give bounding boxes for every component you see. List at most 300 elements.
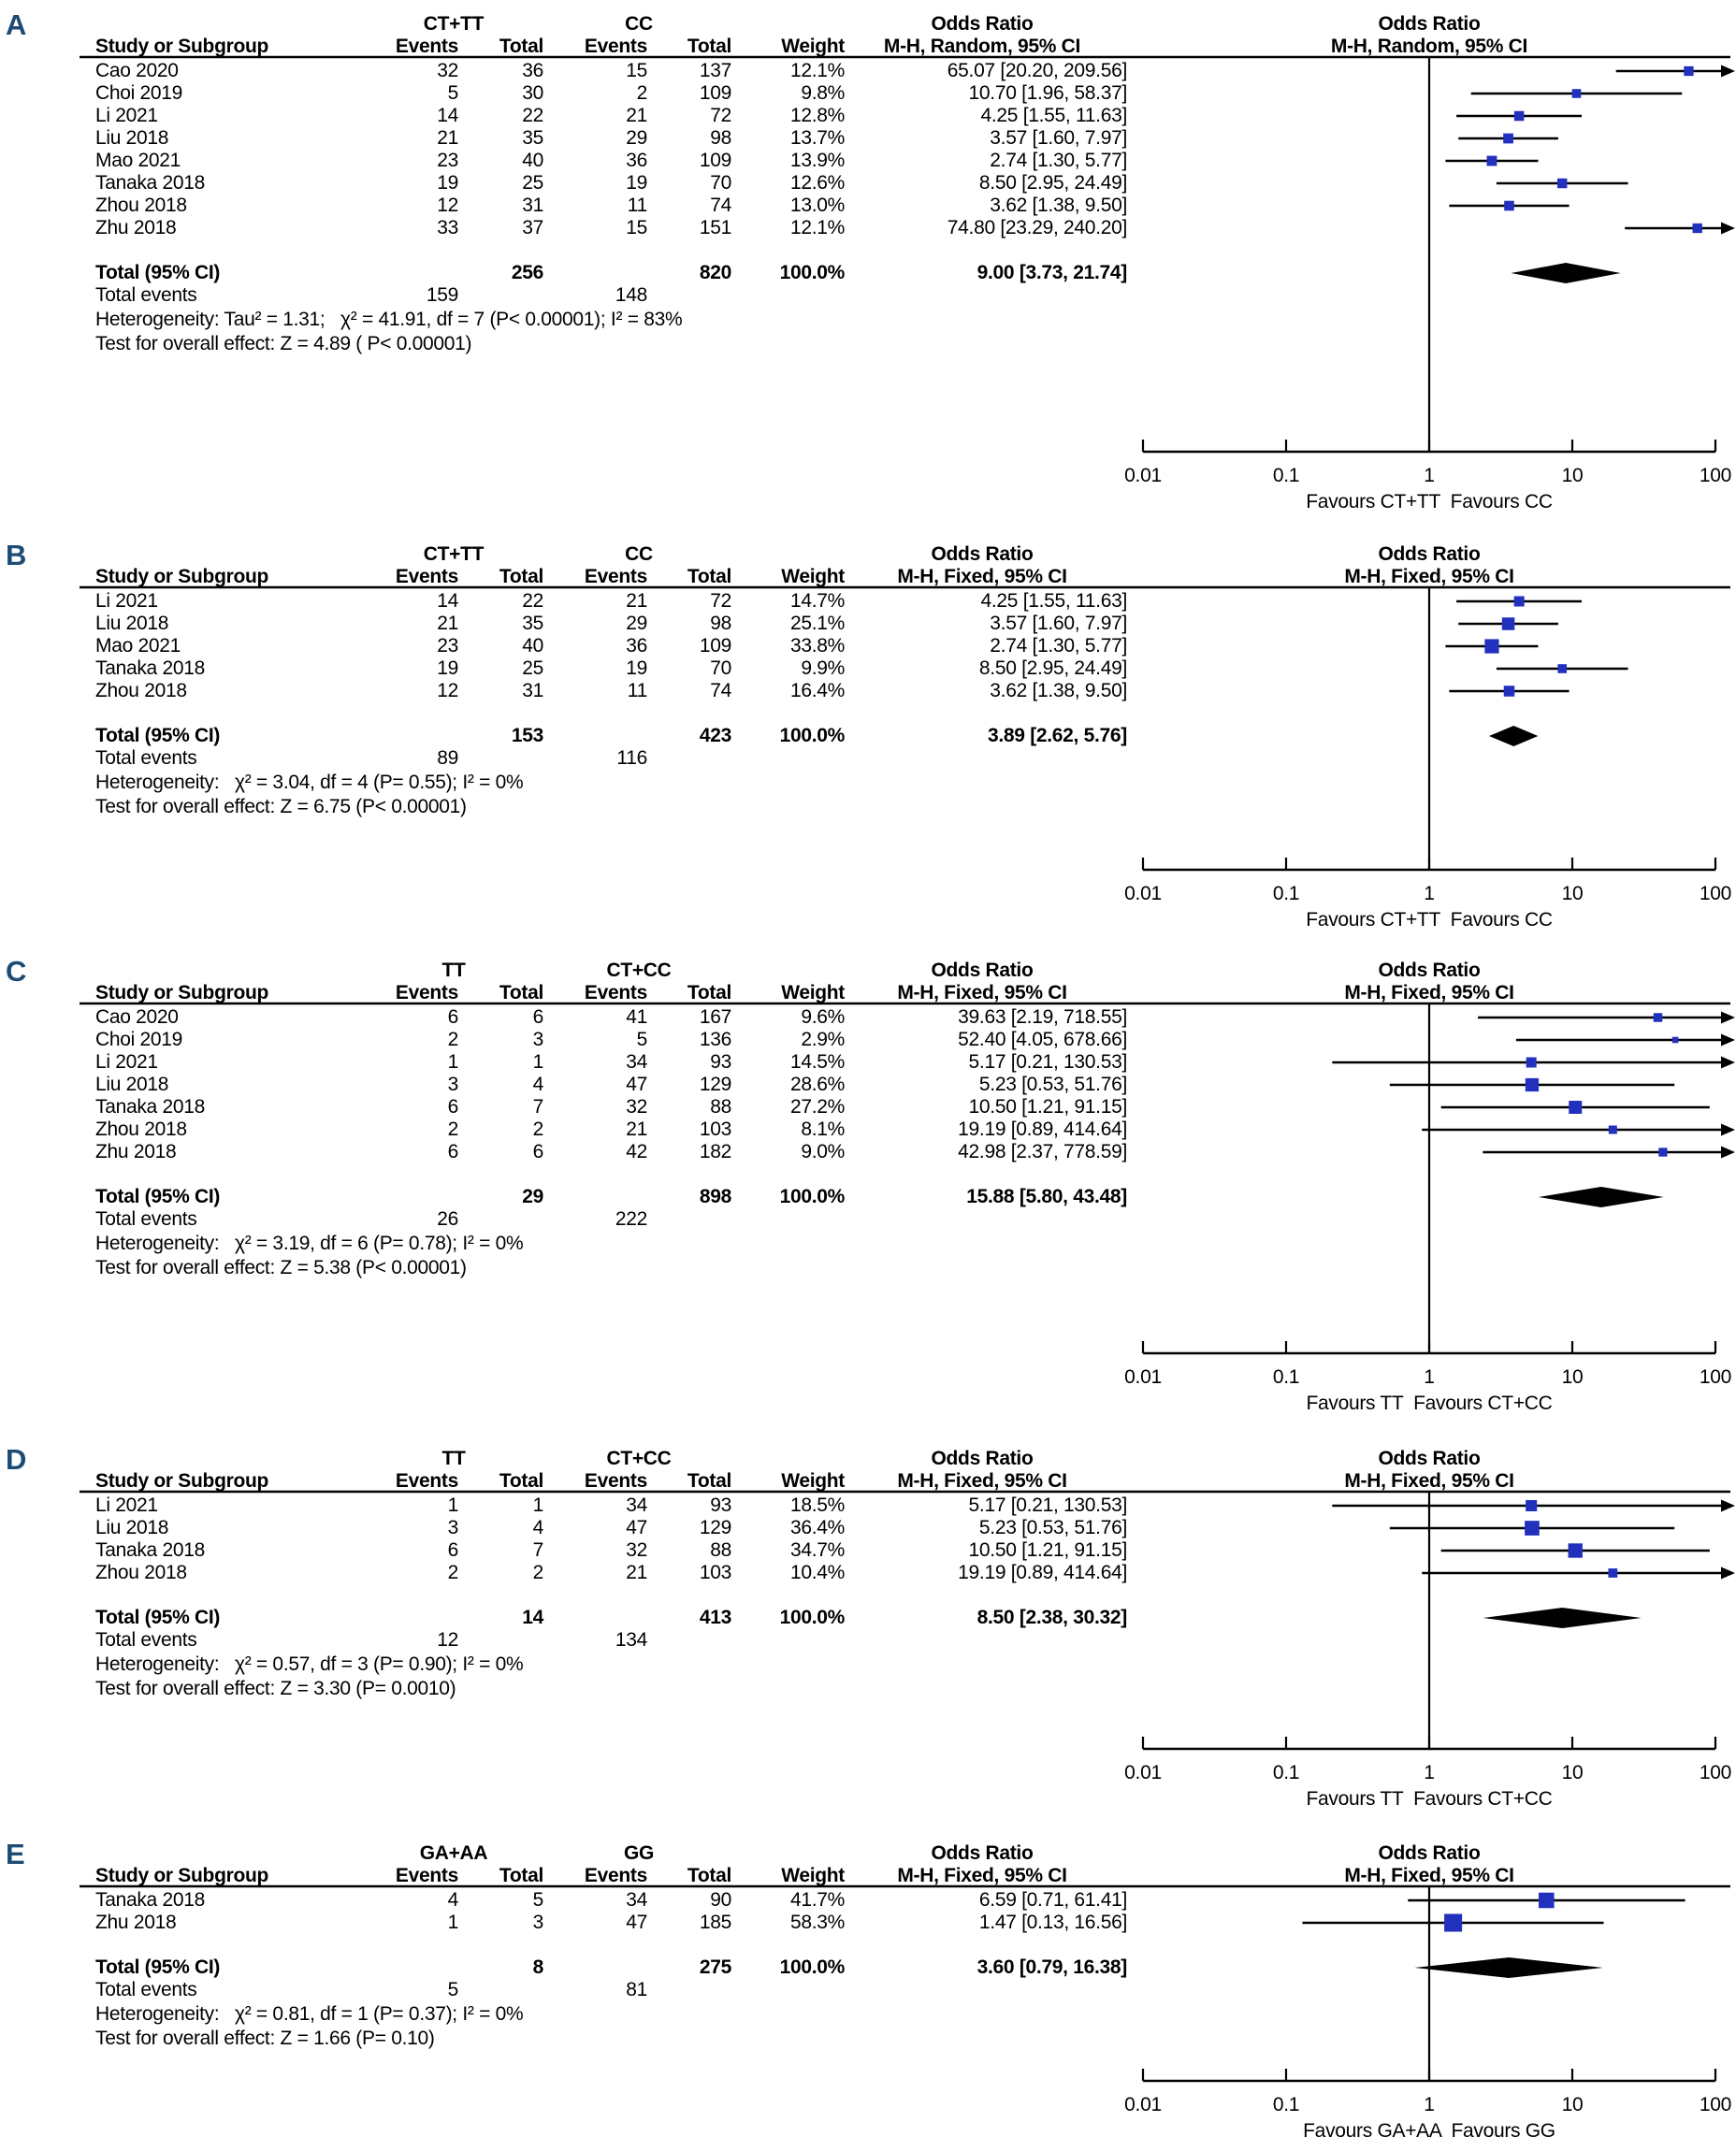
- or-ci-value: 5.23 [0.53, 51.76]: [978, 1074, 1127, 1095]
- weight-value: 8.1%: [801, 1119, 845, 1140]
- events2-value: 34: [626, 1494, 647, 1516]
- total-row-label: Total (95% CI): [95, 1607, 221, 1628]
- events2-value: 34: [626, 1051, 647, 1073]
- or-square: [1557, 179, 1567, 188]
- weight-column-header: Weight: [781, 982, 845, 1003]
- total1-value: 31: [522, 680, 543, 701]
- total2-value: 98: [710, 613, 731, 634]
- favours-caption: Favours CT+TT Favours CC: [1306, 909, 1553, 931]
- total2-value: 103: [699, 1119, 731, 1140]
- heterogeneity-line: Heterogeneity: χ² = 0.57, df = 3 (P= 0.90); I² = 0%: [95, 1653, 524, 1675]
- study-column-header: Study or Subgroup: [95, 982, 269, 1003]
- overall-effect-line: Test for overall effect: Z = 4.89 ( P< 0.00001): [95, 333, 472, 354]
- study-name: Liu 2018: [95, 613, 169, 634]
- events2-value: 2: [636, 82, 647, 104]
- axis-tick-label: 0.01: [1124, 1366, 1162, 1388]
- study-name: Li 2021: [95, 1494, 158, 1516]
- axis-tick-label: 100: [1699, 2094, 1732, 2115]
- total2-sum: 898: [699, 1186, 731, 1207]
- axis-tick-label: 1: [1424, 2094, 1435, 2115]
- total-weight: 100.0%: [779, 725, 845, 746]
- group1-header: GA+AA: [419, 1842, 488, 1864]
- method-column-header: M-H, Fixed, 95% CI: [897, 982, 1067, 1003]
- total-events1: 26: [437, 1208, 458, 1230]
- total2-value: 137: [699, 60, 731, 81]
- weight-value: 41.7%: [789, 1889, 845, 1911]
- weight-value: 2.9%: [801, 1029, 845, 1050]
- ci-arrow-right: [1721, 65, 1735, 78]
- total2-value: 109: [699, 82, 731, 104]
- or-ci-value: 5.17 [0.21, 130.53]: [968, 1051, 1127, 1073]
- heterogeneity-line: Heterogeneity: χ² = 3.04, df = 4 (P= 0.55); I² = 0%: [95, 772, 524, 793]
- total1-column-header: Total: [499, 1470, 543, 1492]
- total-events-label: Total events: [95, 284, 197, 306]
- events1-value: 1: [447, 1051, 458, 1073]
- total1-value: 37: [522, 217, 543, 238]
- events2-value: 19: [626, 172, 647, 194]
- events2-column-header: Events: [584, 982, 647, 1003]
- total2-sum: 275: [699, 1956, 731, 1978]
- or-ci-value: 4.25 [1.55, 11.63]: [980, 590, 1127, 612]
- axis-tick-label: 10: [1561, 1366, 1584, 1388]
- or-square: [1503, 134, 1513, 144]
- or-square: [1514, 111, 1525, 122]
- axis-tick-label: 0.01: [1124, 465, 1162, 486]
- events1-column-header: Events: [395, 566, 458, 587]
- total2-value: 72: [710, 105, 731, 126]
- study-name: Tanaka 2018: [95, 1539, 205, 1561]
- total-weight: 100.0%: [779, 1956, 845, 1978]
- total2-value: 136: [699, 1029, 731, 1050]
- method-plot-header: M-H, Random, 95% CI: [1330, 36, 1528, 57]
- overall-effect-line: Test for overall effect: Z = 1.66 (P= 0.10): [95, 2028, 435, 2049]
- panel-label-a: A: [6, 8, 27, 41]
- method-column-header: M-H, Random, 95% CI: [883, 36, 1081, 57]
- odds-ratio-plot-header: Odds Ratio: [1378, 543, 1481, 565]
- events1-value: 12: [437, 680, 458, 701]
- total1-value: 31: [522, 195, 543, 216]
- or-square: [1526, 1500, 1537, 1511]
- pooled-or-ci: 15.88 [5.80, 43.48]: [966, 1186, 1127, 1207]
- total2-value: 93: [710, 1494, 731, 1516]
- forest-panel-c: [0, 954, 1736, 1436]
- events1-value: 12: [437, 195, 458, 216]
- or-square: [1569, 1543, 1583, 1557]
- group2-header: CC: [625, 13, 653, 35]
- odds-ratio-column-header: Odds Ratio: [931, 960, 1034, 981]
- method-column-header: M-H, Fixed, 95% CI: [897, 566, 1067, 587]
- weight-value: 9.0%: [801, 1141, 845, 1162]
- total-events-label: Total events: [95, 1979, 197, 2000]
- heterogeneity-line: Heterogeneity: χ² = 0.81, df = 1 (P= 0.37); I² = 0%: [95, 2003, 524, 2025]
- total-row-label: Total (95% CI): [95, 1956, 221, 1978]
- total-events1: 159: [426, 284, 458, 306]
- total1-value: 6: [532, 1006, 543, 1028]
- ci-arrow-right: [1721, 223, 1735, 235]
- events2-value: 34: [626, 1889, 647, 1911]
- weight-value: 12.8%: [789, 105, 845, 126]
- weight-column-header: Weight: [781, 1865, 845, 1886]
- total2-value: 109: [699, 150, 731, 171]
- total-events1: 5: [447, 1979, 458, 2000]
- or-square: [1526, 1078, 1539, 1091]
- total2-value: 151: [699, 217, 731, 238]
- axis-tick-label: 100: [1699, 1366, 1732, 1388]
- or-ci-value: 8.50 [2.95, 24.49]: [978, 172, 1127, 194]
- weight-value: 33.8%: [789, 635, 845, 657]
- axis-tick-label: 0.1: [1272, 2094, 1300, 2115]
- weight-value: 18.5%: [789, 1494, 845, 1516]
- pooled-or-ci: 8.50 [2.38, 30.32]: [976, 1607, 1127, 1628]
- or-square: [1525, 1521, 1540, 1536]
- total1-column-header: Total: [499, 1865, 543, 1886]
- total1-sum: 153: [511, 725, 543, 746]
- ci-arrow-right: [1721, 1147, 1735, 1159]
- total-events2: 148: [615, 284, 647, 306]
- or-square: [1539, 1893, 1555, 1909]
- total-row-label: Total (95% CI): [95, 725, 221, 746]
- or-ci-value: 52.40 [4.05, 678.66]: [958, 1029, 1127, 1050]
- axis-tick-label: 100: [1699, 1762, 1732, 1783]
- events1-value: 19: [437, 172, 458, 194]
- total1-value: 6: [532, 1141, 543, 1162]
- odds-ratio-plot-header: Odds Ratio: [1378, 1448, 1481, 1469]
- events2-value: 21: [626, 590, 647, 612]
- study-name: Zhou 2018: [95, 680, 187, 701]
- total1-value: 7: [532, 1096, 543, 1118]
- group2-header: CT+CC: [606, 960, 672, 981]
- total2-sum: 413: [699, 1607, 731, 1628]
- weight-value: 13.0%: [789, 195, 845, 216]
- study-name: Tanaka 2018: [95, 1096, 205, 1118]
- odds-ratio-plot-header: Odds Ratio: [1378, 960, 1481, 981]
- total-events-label: Total events: [95, 747, 197, 769]
- events1-value: 2: [447, 1562, 458, 1583]
- total2-value: 90: [710, 1889, 731, 1911]
- events1-value: 23: [437, 150, 458, 171]
- weight-column-header: Weight: [781, 1470, 845, 1492]
- events2-value: 32: [626, 1539, 647, 1561]
- total2-value: 93: [710, 1051, 731, 1073]
- weight-value: 12.6%: [789, 172, 845, 194]
- or-square: [1484, 639, 1498, 653]
- axis-tick-label: 0.1: [1272, 1366, 1300, 1388]
- events2-value: 32: [626, 1096, 647, 1118]
- events1-value: 21: [437, 127, 458, 149]
- forest-panel-a: [0, 7, 1736, 531]
- weight-value: 13.9%: [789, 150, 845, 171]
- total1-value: 40: [522, 150, 543, 171]
- odds-ratio-column-header: Odds Ratio: [931, 1842, 1034, 1864]
- total-events2: 134: [615, 1629, 647, 1651]
- study-name: Mao 2021: [95, 150, 181, 171]
- axis-tick-label: 0.01: [1124, 883, 1162, 904]
- ci-arrow-right: [1721, 1500, 1735, 1512]
- or-square: [1572, 89, 1582, 98]
- weight-value: 16.4%: [789, 680, 845, 701]
- events1-value: 5: [447, 82, 458, 104]
- favours-caption: Favours CT+TT Favours CC: [1306, 491, 1553, 512]
- study-column-header: Study or Subgroup: [95, 566, 269, 587]
- events1-column-header: Events: [395, 1470, 458, 1492]
- total2-column-header: Total: [687, 1470, 731, 1492]
- or-square: [1672, 1037, 1679, 1044]
- or-ci-value: 74.80 [23.29, 240.20]: [947, 217, 1127, 238]
- events1-value: 33: [437, 217, 458, 238]
- events2-column-header: Events: [584, 1470, 647, 1492]
- or-ci-value: 8.50 [2.95, 24.49]: [978, 657, 1127, 679]
- or-square: [1608, 1568, 1617, 1578]
- panel-label-d: D: [6, 1443, 27, 1476]
- panel-label-e: E: [6, 1838, 25, 1870]
- method-plot-header: M-H, Fixed, 95% CI: [1344, 1470, 1514, 1492]
- panel-label-c: C: [6, 955, 27, 988]
- total1-sum: 29: [522, 1186, 543, 1207]
- weight-value: 28.6%: [789, 1074, 845, 1095]
- total2-column-header: Total: [687, 566, 731, 587]
- events1-value: 19: [437, 657, 458, 679]
- weight-value: 34.7%: [789, 1539, 845, 1561]
- study-name: Liu 2018: [95, 1517, 169, 1538]
- events1-value: 14: [437, 590, 458, 612]
- group2-header: CC: [625, 543, 653, 565]
- ci-arrow-right: [1721, 1034, 1735, 1047]
- events1-value: 23: [437, 635, 458, 657]
- group1-header: CT+TT: [423, 13, 485, 35]
- total2-value: 167: [699, 1006, 731, 1028]
- ci-arrow-right: [1721, 1124, 1735, 1136]
- events2-value: 42: [626, 1141, 647, 1162]
- events1-value: 3: [447, 1074, 458, 1095]
- axis-tick-label: 100: [1699, 883, 1732, 904]
- or-ci-value: 3.57 [1.60, 7.97]: [990, 613, 1127, 634]
- pooled-or-ci: 3.89 [2.62, 5.76]: [987, 725, 1127, 746]
- or-square: [1526, 1058, 1537, 1068]
- events1-value: 21: [437, 613, 458, 634]
- or-ci-value: 10.70 [1.96, 58.37]: [968, 82, 1127, 104]
- total2-value: 88: [710, 1539, 731, 1561]
- total2-value: 129: [699, 1074, 731, 1095]
- total1-value: 3: [532, 1029, 543, 1050]
- events2-value: 11: [627, 195, 647, 216]
- axis-tick-label: 10: [1561, 1762, 1584, 1783]
- total1-value: 22: [522, 590, 543, 612]
- study-name: Liu 2018: [95, 127, 169, 149]
- ci-arrow-right: [1721, 1057, 1735, 1069]
- total2-value: 70: [710, 172, 731, 194]
- total2-value: 182: [699, 1141, 731, 1162]
- pooled-diamond: [1489, 726, 1538, 746]
- events2-value: 29: [626, 127, 647, 149]
- study-name: Cao 2020: [95, 1006, 179, 1028]
- axis-tick-label: 100: [1699, 465, 1732, 486]
- total-events2: 81: [626, 1979, 647, 2000]
- total1-value: 1: [532, 1051, 543, 1073]
- total2-value: 74: [710, 680, 731, 701]
- forest-panel-d: [0, 1442, 1736, 1830]
- total-events-label: Total events: [95, 1208, 197, 1230]
- total1-column-header: Total: [499, 566, 543, 587]
- events1-value: 4: [447, 1889, 458, 1911]
- study-name: Tanaka 2018: [95, 657, 205, 679]
- total1-value: 40: [522, 635, 543, 657]
- study-name: Li 2021: [95, 1051, 158, 1073]
- axis-tick-label: 10: [1561, 465, 1584, 486]
- events1-column-header: Events: [395, 982, 458, 1003]
- weight-value: 9.8%: [801, 82, 845, 104]
- method-column-header: M-H, Fixed, 95% CI: [897, 1470, 1067, 1492]
- total1-value: 2: [532, 1562, 543, 1583]
- events2-value: 47: [626, 1074, 647, 1095]
- weight-value: 58.3%: [789, 1912, 845, 1933]
- events1-value: 2: [447, 1119, 458, 1140]
- total2-value: 74: [710, 195, 731, 216]
- total-weight: 100.0%: [779, 1607, 845, 1628]
- total-events1: 89: [437, 747, 458, 769]
- axis-tick-label: 0.01: [1124, 2094, 1162, 2115]
- total1-value: 7: [532, 1539, 543, 1561]
- study-name: Liu 2018: [95, 1074, 169, 1095]
- overall-effect-line: Test for overall effect: Z = 6.75 (P< 0.00001): [95, 796, 467, 817]
- or-ci-value: 2.74 [1.30, 5.77]: [990, 150, 1127, 171]
- study-name: Li 2021: [95, 590, 158, 612]
- study-name: Cao 2020: [95, 60, 179, 81]
- study-name: Tanaka 2018: [95, 1889, 205, 1911]
- or-square: [1487, 156, 1497, 166]
- or-square: [1684, 66, 1693, 76]
- events2-value: 15: [626, 217, 647, 238]
- study-column-header: Study or Subgroup: [95, 1865, 269, 1886]
- odds-ratio-plot-header: Odds Ratio: [1378, 13, 1481, 35]
- events2-value: 47: [626, 1517, 647, 1538]
- or-square: [1504, 201, 1514, 211]
- or-ci-value: 42.98 [2.37, 778.59]: [958, 1141, 1127, 1162]
- events1-value: 6: [447, 1141, 458, 1162]
- total1-value: 35: [522, 613, 543, 634]
- method-plot-header: M-H, Fixed, 95% CI: [1344, 982, 1514, 1003]
- total2-value: 129: [699, 1517, 731, 1538]
- study-name: Zhou 2018: [95, 195, 187, 216]
- study-name: Choi 2019: [95, 1029, 183, 1050]
- method-plot-header: M-H, Fixed, 95% CI: [1344, 1865, 1514, 1886]
- axis-tick-label: 0.1: [1272, 465, 1300, 486]
- total2-column-header: Total: [687, 982, 731, 1003]
- weight-value: 9.6%: [801, 1006, 845, 1028]
- events1-value: 1: [447, 1494, 458, 1516]
- events1-column-header: Events: [395, 1865, 458, 1886]
- study-name: Zhu 2018: [95, 217, 177, 238]
- study-column-header: Study or Subgroup: [95, 1470, 269, 1492]
- or-ci-value: 19.19 [0.89, 414.64]: [958, 1119, 1127, 1140]
- events2-column-header: Events: [584, 566, 647, 587]
- study-column-header: Study or Subgroup: [95, 36, 269, 57]
- or-ci-value: 2.74 [1.30, 5.77]: [990, 635, 1127, 657]
- pooled-diamond: [1414, 1957, 1602, 1978]
- total-events-label: Total events: [95, 1629, 197, 1651]
- total1-value: 4: [532, 1074, 543, 1095]
- total1-sum: 256: [511, 262, 543, 283]
- axis-tick-label: 10: [1561, 883, 1584, 904]
- weight-value: 36.4%: [789, 1517, 845, 1538]
- study-name: Mao 2021: [95, 635, 181, 657]
- weight-value: 9.9%: [801, 657, 845, 679]
- weight-value: 13.7%: [789, 127, 845, 149]
- total-row-label: Total (95% CI): [95, 262, 221, 283]
- study-name: Choi 2019: [95, 82, 183, 104]
- weight-column-header: Weight: [781, 36, 845, 57]
- heterogeneity-line: Heterogeneity: Tau² = 1.31; χ² = 41.91, df = 7 (P< 0.00001); I² = 83%: [95, 309, 683, 330]
- odds-ratio-plot-header: Odds Ratio: [1378, 1842, 1481, 1864]
- weight-value: 10.4%: [789, 1562, 845, 1583]
- axis-tick-label: 0.1: [1272, 1762, 1300, 1783]
- pooled-diamond: [1511, 263, 1620, 283]
- total2-value: 70: [710, 657, 731, 679]
- axis-tick-label: 1: [1424, 465, 1435, 486]
- events1-column-header: Events: [395, 36, 458, 57]
- study-name: Zhou 2018: [95, 1562, 187, 1583]
- weight-value: 14.7%: [789, 590, 845, 612]
- or-square: [1654, 1013, 1663, 1022]
- events2-value: 41: [626, 1006, 647, 1028]
- events2-value: 15: [626, 60, 647, 81]
- or-ci-value: 3.57 [1.60, 7.97]: [990, 127, 1127, 149]
- total2-value: 98: [710, 127, 731, 149]
- total2-sum: 423: [699, 725, 731, 746]
- or-square: [1502, 617, 1515, 630]
- events2-value: 21: [626, 1119, 647, 1140]
- total1-column-header: Total: [499, 36, 543, 57]
- weight-value: 25.1%: [789, 613, 845, 634]
- group1-header: TT: [441, 1448, 466, 1469]
- axis-tick-label: 1: [1424, 1762, 1435, 1783]
- forest-panel-b: [0, 538, 1736, 947]
- or-ci-value: 6.59 [0.71, 61.41]: [978, 1889, 1127, 1911]
- method-plot-header: M-H, Fixed, 95% CI: [1344, 566, 1514, 587]
- ci-arrow-right: [1721, 1012, 1735, 1024]
- or-ci-value: 3.62 [1.38, 9.50]: [990, 195, 1127, 216]
- total1-value: 4: [532, 1517, 543, 1538]
- weight-value: 12.1%: [789, 217, 845, 238]
- pooled-diamond: [1539, 1187, 1664, 1207]
- total2-column-header: Total: [687, 36, 731, 57]
- total1-value: 1: [532, 1494, 543, 1516]
- or-ci-value: 1.47 [0.13, 16.56]: [978, 1912, 1127, 1933]
- or-ci-value: 19.19 [0.89, 414.64]: [958, 1562, 1127, 1583]
- method-column-header: M-H, Fixed, 95% CI: [897, 1865, 1067, 1886]
- events2-value: 11: [627, 680, 647, 701]
- or-ci-value: 5.23 [0.53, 51.76]: [978, 1517, 1127, 1538]
- total1-value: 35: [522, 127, 543, 149]
- heterogeneity-line: Heterogeneity: χ² = 3.19, df = 6 (P= 0.78); I² = 0%: [95, 1233, 524, 1254]
- or-ci-value: 39.63 [2.19, 718.55]: [958, 1006, 1127, 1028]
- study-name: Zhu 2018: [95, 1141, 177, 1162]
- total-row-label: Total (95% CI): [95, 1186, 221, 1207]
- overall-effect-line: Test for overall effect: Z = 5.38 (P< 0.00001): [95, 1257, 467, 1278]
- or-square: [1514, 596, 1525, 606]
- events2-column-header: Events: [584, 36, 647, 57]
- events2-value: 47: [626, 1912, 647, 1933]
- favours-caption: Favours TT Favours CT+CC: [1306, 1393, 1553, 1414]
- study-name: Zhou 2018: [95, 1119, 187, 1140]
- study-name: Zhu 2018: [95, 1912, 177, 1933]
- axis-tick-label: 0.1: [1272, 883, 1300, 904]
- total2-value: 88: [710, 1096, 731, 1118]
- total2-value: 72: [710, 590, 731, 612]
- ci-arrow-right: [1721, 1567, 1735, 1580]
- events2-value: 19: [626, 657, 647, 679]
- or-square: [1444, 1913, 1462, 1931]
- odds-ratio-column-header: Odds Ratio: [931, 13, 1034, 35]
